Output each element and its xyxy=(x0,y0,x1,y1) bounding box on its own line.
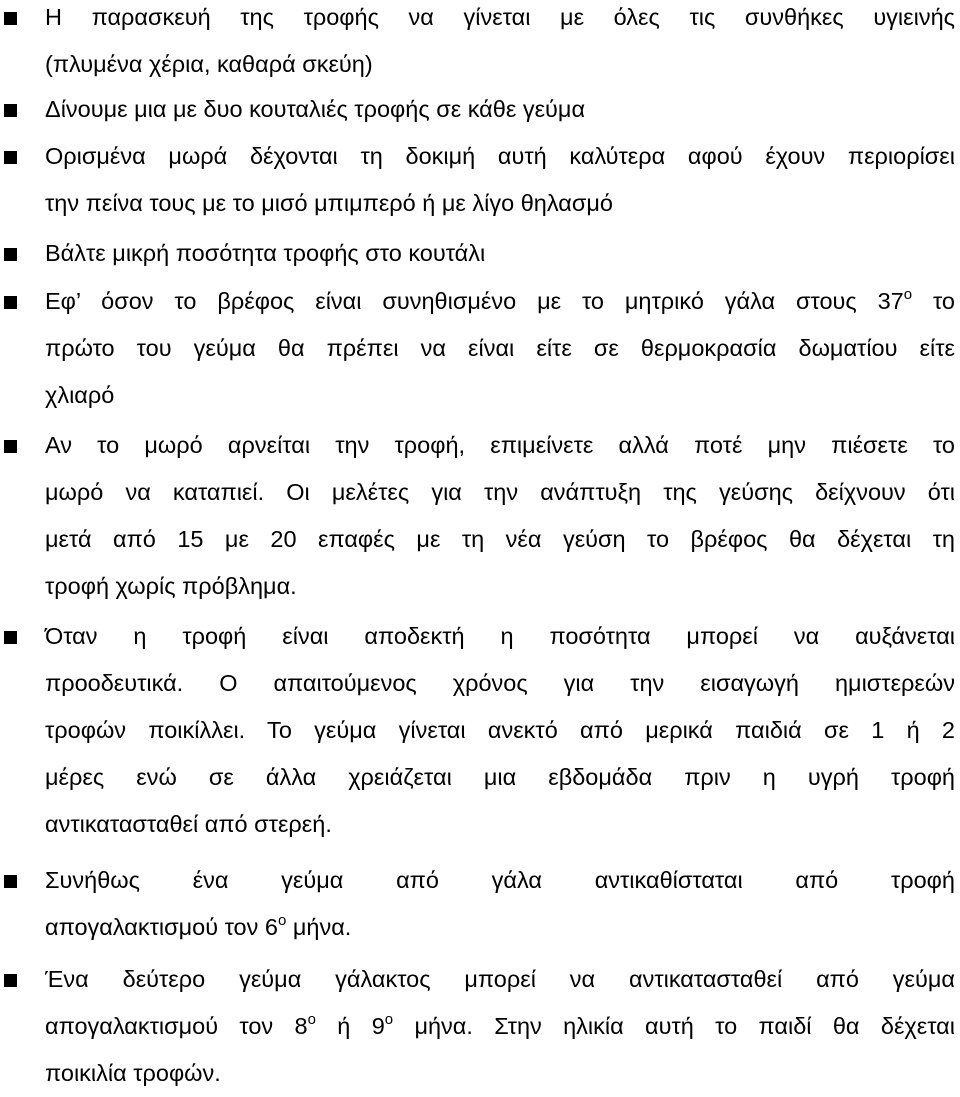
text-line: τροφή χωρίς πρόβλημα. xyxy=(45,573,297,599)
square-bullet-icon xyxy=(4,12,17,25)
superscript: ο xyxy=(307,1011,316,1028)
square-bullet-icon xyxy=(4,296,17,309)
text-line: αντικατασταθεί από στερεή. xyxy=(45,811,332,837)
list-item-text xyxy=(45,613,955,848)
text-line: χλιαρό xyxy=(45,382,115,408)
list-item-text xyxy=(45,278,955,419)
text-segment: μήνα. xyxy=(286,914,352,940)
text-line: Δίνουμε μια με δυο κουταλιές τροφής σε κάθε γεύμα xyxy=(45,96,586,122)
text-line: ποικιλία τροφών. xyxy=(45,1060,221,1086)
list-item-text xyxy=(45,956,955,1097)
square-bullet-icon xyxy=(4,104,17,117)
superscript: ο xyxy=(384,1011,394,1028)
list-item-text xyxy=(45,857,955,951)
text-segment: το xyxy=(912,288,955,314)
text-line: την πείνα τους με το μισό μπιμπερό ή με λίγο θηλασμό xyxy=(45,190,613,216)
text-line: Αν το μωρό αρνείται την τροφή, επιμείνετε αλλά ποτέ μην πιέσετε το xyxy=(45,432,955,458)
text-segment: Εφ’ όσον το βρέφος είναι συνηθισμένο με το μητρικό γάλα στους 37 xyxy=(45,288,904,314)
text-line: Ένα δεύτερο γεύμα γάλακτος μπορεί να αντικατασταθεί από γεύμα xyxy=(45,966,955,992)
superscript: ο xyxy=(277,912,287,929)
text-line: πρώτο του γεύμα θα πρέπει να είναι είτε σε θερμοκρασία δωματίου είτε xyxy=(45,335,955,361)
square-bullet-icon xyxy=(4,631,17,644)
text-segment: απογαλακτισμού τον 8 xyxy=(45,1013,308,1039)
list-item-text xyxy=(45,133,955,227)
square-bullet-icon xyxy=(4,440,17,453)
list-item-text xyxy=(45,230,955,277)
square-bullet-icon xyxy=(4,974,17,987)
text-line: (πλυμένα χέρια, καθαρά σκεύη) xyxy=(45,51,373,77)
text-line: προοδευτικά. Ο απαιτούμενος χρόνος για την εισαγωγή ημιστερεών xyxy=(45,670,955,696)
text-line xyxy=(45,278,955,325)
text-line: Συνήθως ένα γεύμα από γάλα αντικαθίσταται από τροφή xyxy=(45,867,955,893)
list-item-text xyxy=(45,0,955,88)
superscript: ο xyxy=(903,286,913,303)
square-bullet-icon xyxy=(4,151,17,164)
text-line: τροφών ποικίλλει. Το γεύμα γίνεται ανεκτό από μερικά παιδιά σε 1 ή 2 xyxy=(45,717,955,743)
text-line: μετά από 15 με 20 επαφές με τη νέα γεύση το βρέφος θα δέχεται τη xyxy=(45,526,955,552)
text-segment: ή 9 xyxy=(315,1013,385,1039)
text-line: Βάλτε μικρή ποσότητα τροφής στο κουτάλι xyxy=(45,240,486,266)
text-line: Όταν η τροφή είναι αποδεκτή η ποσότητα μπορεί να αυξάνεται xyxy=(45,623,955,649)
text-line: Ορισμένα μωρά δέχονται τη δοκιμή αυτή καλύτερα αφού έχουν περιορίσει xyxy=(45,143,955,169)
list-item-text xyxy=(45,422,955,610)
text-segment: απογαλακτισμού τον 6 xyxy=(45,914,278,940)
text-line: μωρό να καταπιεί. Οι μελέτες για την ανάπτυξη της γεύσης δείχνουν ότι xyxy=(45,479,955,505)
text-line: μέρες ενώ σε άλλα χρειάζεται μια εβδομάδα πριν η υγρή τροφή xyxy=(45,764,955,790)
text-line xyxy=(45,1003,955,1050)
text-line: Η παρασκευή της τροφής να γίνεται με όλες τις συνθήκες υγιεινής xyxy=(45,4,955,30)
text-segment: μήνα. Στην ηλικία αυτή το παιδί θα δέχεται xyxy=(393,1013,955,1039)
text-line xyxy=(45,904,955,951)
square-bullet-icon xyxy=(4,248,17,261)
square-bullet-icon xyxy=(4,875,17,888)
list-item-text xyxy=(45,86,955,133)
